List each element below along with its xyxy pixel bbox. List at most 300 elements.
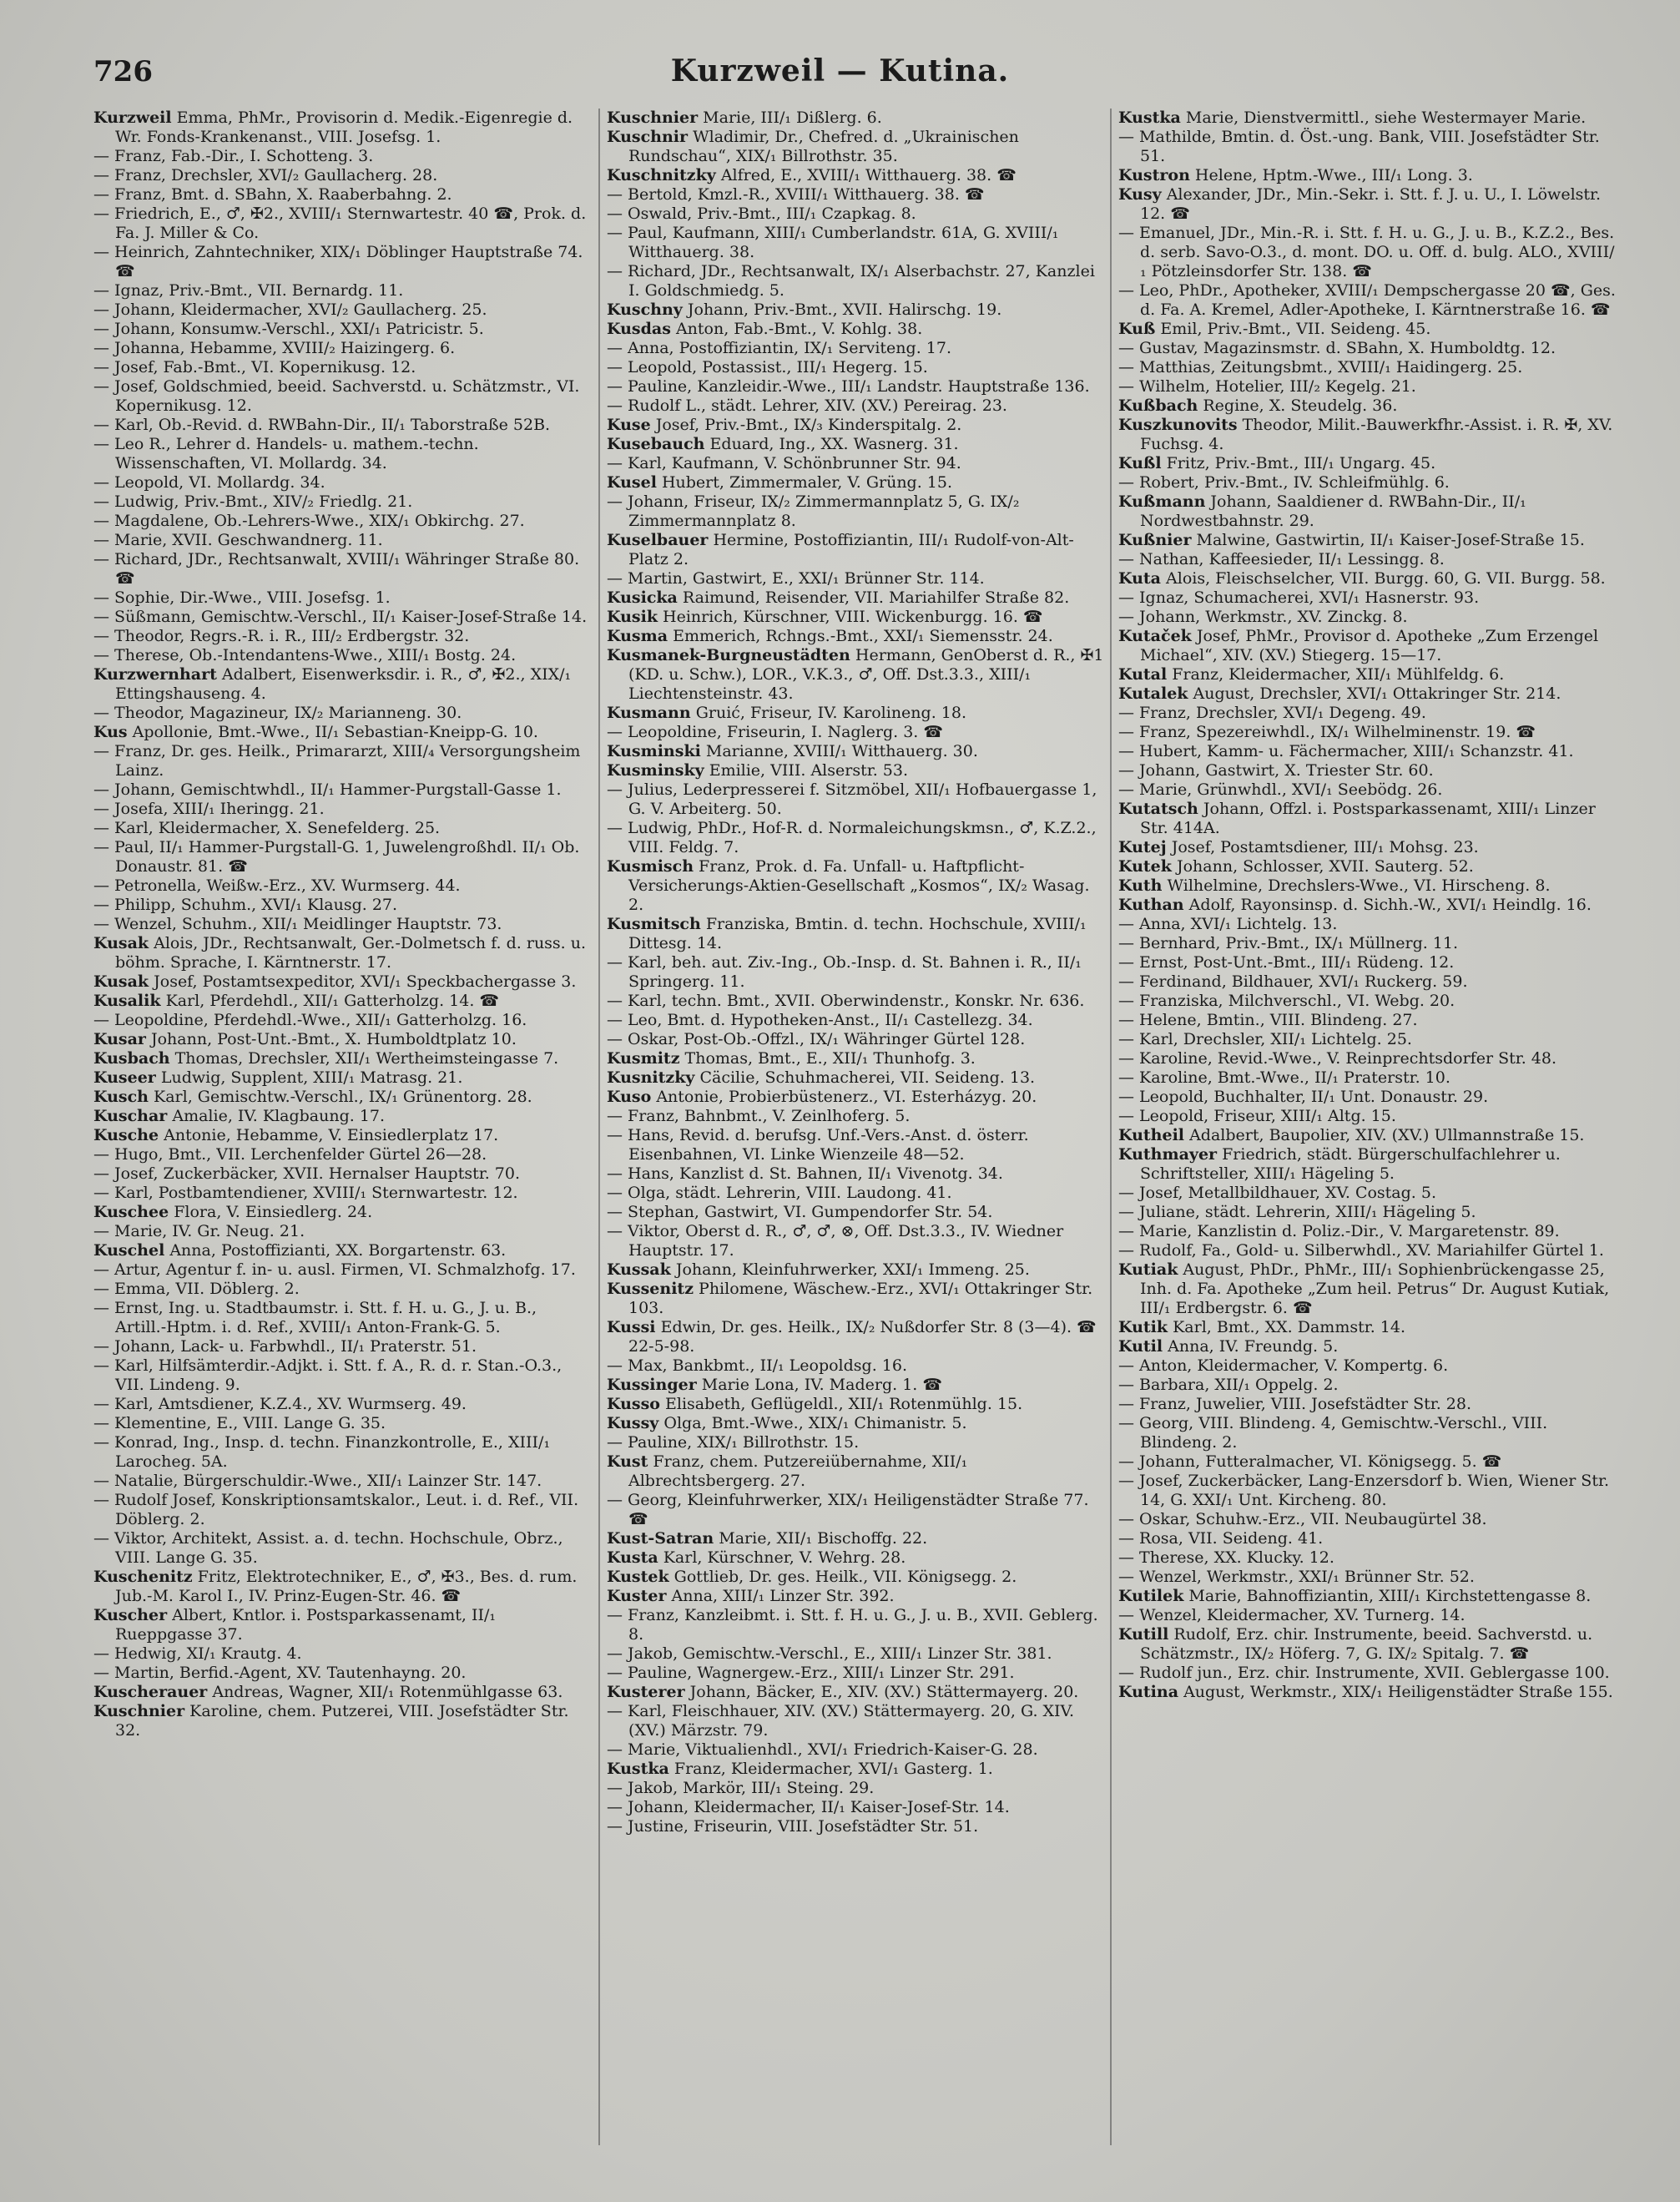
directory-entry [607,377,1104,396]
directory-entry [1118,857,1616,876]
entry-text: — Anna, XVI/₁ Lichtelg. 13. [1118,915,1338,933]
directory-entry [93,915,591,934]
entry-text: — Johann, Lack- u. Farbwhdl., II/₁ Praterstr. 51. [93,1337,477,1356]
directory-entry [607,320,1104,339]
directory-entry [93,1472,591,1491]
entry-text: — Johann, Konsumw.-Verschl., XXI/₁ Patricistr. 5. [93,320,484,338]
entry-text: Johann, Saaldiener d. RWBahn-Dir., II/₁ Nordwestbahnstr. 29. [1140,492,1526,530]
entry-surname: Kussinger [607,1376,697,1394]
entry-text: — Rudolf, Fa., Gold- u. Silberwhdl., XV. Mariahilfer Gürtel 1. [1118,1241,1604,1260]
entry-text: August, Werkmstr., XIX/₁ Heiligenstädter Straße 155. [1178,1683,1613,1701]
directory-entry [607,1222,1104,1260]
entry-text: — Richard, JDr., Rechtsanwalt, IX/₁ Alserbachstr. 27, Kanzlei I. Goldschmiedg. 5. [607,262,1095,300]
entry-text: Apollonie, Bmt.-Wwe., II/₁ Sebastian-Kneipp-G. 10. [127,723,538,741]
entry-text: — Johann, Futteralmacher, VI. Königsegg. 5. ☎ [1118,1452,1502,1471]
directory-entry [607,915,1104,953]
directory-entry [1118,1126,1616,1145]
entry-surname: Kusak [93,972,149,991]
entry-text: — Ignaz, Schumacherei, XVI/₁ Hasnerstr. 93. [1118,588,1480,607]
entry-text: — Justine, Friseurin, VIII. Josefstädter Str. 51. [607,1817,979,1836]
directory-entry [607,1664,1104,1683]
directory-entry [607,1587,1104,1606]
entry-text: Cäcilie, Schuhmacherei, VII. Seideng. 13. [694,1068,1036,1087]
directory-entry [607,742,1104,761]
entry-text: Adalbert, Baupolier, XIV. (XV.) Ullmannstraße 15. [1184,1126,1585,1144]
entry-surname: Kusak [93,934,149,952]
directory-entry [1118,1068,1616,1088]
entry-surname: Kusicka [607,588,678,607]
directory-entry [93,416,591,435]
directory-entry [93,1280,591,1299]
entry-text: Albert, Kntlor. i. Postsparkassenamt, II/₁ Rueppgasse 37. [115,1606,497,1644]
directory-entry [607,358,1104,377]
directory-entry [93,185,591,205]
entry-text: — Ludwig, Priv.-Bmt., XIV/₂ Friedlg. 21. [93,492,413,511]
entry-text: — Hans, Revid. d. berufsg. Unf.-Vers.-Anst. d. österr. Eisenbahnen, VI. Linke Wienzeile 48—52. [607,1126,1029,1164]
entry-text: — Karl, Kleidermacher, X. Senefelderg. 25. [93,819,441,837]
directory-entry [607,301,1104,320]
entry-text: Adalbert, Eisenwerksdir. i. R., ♂, ✠2., XIX/₁ Ettingshauseng. 4. [115,665,572,703]
entry-surname: Kussenitz [607,1280,694,1298]
entry-text: — Viktor, Oberst d. R., ♂, ♂, ⊗, Off. Dst.3.3., IV. Wiedner Hauptstr. 17. [607,1222,1064,1260]
entry-text: — Rudolf jun., Erz. chir. Instrumente, XVII. Geblergasse 100. [1118,1664,1610,1682]
entry-surname: Kuthmayer [1118,1145,1218,1164]
entry-surname: Kutal [1118,665,1168,684]
column-1 [93,109,591,2170]
directory-entry [607,1683,1104,1702]
directory-entry [93,301,591,320]
directory-entry [1118,972,1616,992]
directory-entry [93,339,591,358]
entry-text: — Karl, techn. Bmt., XVII. Oberwindenstr., Konskr. Nr. 636. [607,992,1085,1010]
directory-entry [1118,1337,1616,1356]
entry-text: Wladimir, Dr., Chefred. d. „Ukrainischen Rundschau“, XIX/₁ Billrothstr. 35. [628,128,1019,165]
entry-text: Emmerich, Rchngs.-Bmt., XXI/₁ Siemensstr. 24. [668,627,1053,645]
entry-text: — Johann, Gemischtwhdl., II/₁ Hammer-Purgstall-Gasse 1. [93,780,562,799]
entry-text: August, PhDr., PhMr., III/₁ Sophienbrückengasse 25, Inh. d. Fa. Apotheke „Zum heil. Petrus“ Dr. August Kutiak, III/₁ Erdbergstr. 6. ☎ [1140,1260,1610,1317]
entry-text: Johann, Kleinfuhrwerker, XXI/₁ Immeng. 25. [670,1260,1030,1279]
entry-surname: Kurzwernhart [93,665,217,684]
entry-text: — Emma, VII. Döblerg. 2. [93,1280,300,1298]
entry-text: Josef, Postamtsexpeditor, XVI/₁ Speckbachergasse 3. [149,972,577,991]
directory-entry [93,800,591,819]
entry-text: — Josef, Goldschmied, beeid. Sachverstd. u. Schätzmstr., VI. Kopernikusg. 12. [93,377,580,415]
entry-text: — Sophie, Dir.-Wwe., VIII. Josefsg. 1. [93,588,391,607]
entry-text: Flora, V. Einsiedlerg. 24. [169,1203,373,1221]
entry-text: Gruić, Friseur, IV. Karolineng. 18. [690,704,966,722]
directory-entry [93,1068,591,1088]
entry-text: — Nathan, Kaffeesieder, II/₁ Lessingg. 8. [1118,550,1445,568]
entry-surname: Kußnier [1118,531,1192,549]
directory-entry [607,1529,1104,1548]
directory-entry [93,838,591,876]
directory-entry [93,876,591,896]
directory-entry [1118,1510,1616,1529]
entry-text: Olga, Bmt.-Wwe., XIX/₁ Chimanistr. 5. [658,1414,967,1432]
directory-entry [1118,377,1616,396]
entry-text: — Klementine, E., VIII. Lange G. 35. [93,1414,386,1432]
entry-surname: Kuta [1118,569,1161,588]
directory-entry [1118,761,1616,780]
entry-text: Philomene, Wäschew.-Erz., XVI/₁ Ottakringer Str. 103. [628,1280,1093,1317]
directory-entry [607,569,1104,588]
entry-text: — Oswald, Priv.-Bmt., III/₁ Czapkag. 8. [607,205,916,223]
entry-text: Edwin, Dr. ges. Heilk., IX/₂ Nußdorfer Str. 8 (3—4). ☎ 22-5-98. [628,1318,1097,1356]
entry-text: — Leopold, VI. Mollardg. 34. [93,473,325,492]
directory-entry [93,1664,591,1683]
directory-entry [93,1414,591,1433]
entry-text: Marie, XII/₁ Bischoffg. 22. [714,1529,928,1548]
entry-text: — Franz, Spezereiwhdl., IX/₁ Wilhelminenstr. 19. ☎ [1118,723,1536,741]
entry-surname: Kuscherauer [93,1683,208,1701]
directory-entry [1118,627,1616,665]
directory-entry [607,627,1104,646]
directory-entry [1118,569,1616,588]
entry-text: — Wenzel, Werkmstr., XXI/₁ Brünner Str. 52. [1118,1568,1475,1586]
entry-surname: Kusta [607,1548,658,1567]
directory-entry [1118,492,1616,531]
entry-surname: Kusma [607,627,668,645]
entry-text: Marianne, XVIII/₁ Witthauerg. 30. [700,742,978,760]
entry-text: — Marie, Kanzlistin d. Poliz.-Dir., V. Margaretenstr. 89. [1118,1222,1560,1240]
entry-surname: Kusmitz [607,1049,680,1068]
directory-entry [607,857,1104,915]
directory-entry [607,1644,1104,1664]
directory-entry [1118,1568,1616,1587]
directory-entry [1118,416,1616,454]
directory-entry [1118,320,1616,339]
entry-surname: Kusminsky [607,761,704,780]
directory-entry [607,1568,1104,1587]
directory-entry [1118,1548,1616,1568]
entry-text: — Hugo, Bmt., VII. Lerchenfelder Gürtel 26—28. [93,1145,487,1164]
directory-entry [93,780,591,800]
directory-entry [93,1164,591,1184]
directory-entry [607,166,1104,185]
entry-text: Alois, Fleischselcher, VII. Burgg. 60, G. VII. Burgg. 58. [1161,569,1606,588]
entry-text: — Friedrich, E., ♂, ✠2., XVIII/₁ Sternwartestr. 40 ☎, Prok. d. Fa. J. Miller & Co. [93,205,587,242]
entry-surname: Kuschnier [93,1702,185,1720]
entry-text: — Franz, Bahnbmt., V. Zeinlhoferg. 5. [607,1107,911,1125]
entry-text: Rudolf, Erz. chir. Instrumente, beeid. Sachverstd. u. Schätzmstr., IX/₂ Höferg. 7, G. IX/₂ Spitalg. 7. ☎ [1140,1625,1593,1663]
directory-entry [93,1683,591,1702]
entry-text: — Karl, Kaufmann, V. Schönbrunner Str. 94. [607,454,961,472]
entry-text: — Oskar, Post-Ob.-Offzl., IX/₁ Währinger Gürtel 128. [607,1030,1026,1048]
entry-text: — Johann, Kleidermacher, XVI/₂ Gaullacherg. 25. [93,301,487,319]
entry-text: Johann, Post-Unt.-Bmt., X. Humboldtplatz 10. [145,1030,517,1048]
entry-surname: Kußmann [1118,492,1206,511]
entry-text: — Johann, Gastwirt, X. Triester Str. 60. [1118,761,1434,780]
entry-text: — Johanna, Hebamme, XVIII/₂ Haizingerg. 6. [93,339,456,357]
entry-text: Antonie, Probierbüstenerz., VI. Esterházyg. 20. [651,1088,1037,1106]
entry-text: — Georg, VIII. Blindeng. 4, Gemischtw.-Verschl., VIII. Blindeng. 2. [1118,1414,1548,1452]
entry-surname: Kuselbauer [607,531,709,549]
directory-entry [1118,1222,1616,1241]
entry-text: Raimund, Reisender, VII. Mariahilfer Straße 82. [677,588,1070,607]
entry-text: — Josef, Zuckerbäcker, Lang-Enzersdorf b. Wien, Wiener Str. 14, G. XXI/₁ Unt. Kircheng. 80. [1118,1472,1609,1509]
entry-surname: Kuschenitz [93,1568,193,1586]
entry-text: — Franz, Dr. ges. Heilk., Primararzt, XIII/₄ Versorgungsheim Lainz. [93,742,581,780]
directory-entry [93,1260,591,1280]
entry-text: Thomas, Bmt., E., XII/₁ Thunhofg. 3. [679,1049,976,1068]
directory-entry [1118,1184,1616,1203]
directory-entry [607,819,1104,857]
entry-text: Heinrich, Kürschner, VIII. Wickenburgg. 16. ☎ [658,608,1043,626]
entry-surname: Kutiak [1118,1260,1178,1279]
entry-text: — Bertold, Kmzl.-R., XVIII/₁ Witthauerg. 38. ☎ [607,185,985,204]
entry-text: — Marie, Grünwhdl., XVI/₁ Seebödg. 26. [1118,780,1443,799]
entry-text: Anton, Fab.-Bmt., V. Kohlg. 38. [670,320,923,338]
directory-entry [607,1740,1104,1760]
entry-text: — Stephan, Gastwirt, VI. Gumpendorfer Str. 54. [607,1203,993,1221]
directory-entry [93,704,591,723]
directory-entry [607,109,1104,128]
directory-entry [607,588,1104,608]
directory-entry [1118,358,1616,377]
directory-entry [1118,1395,1616,1414]
directory-entry [93,819,591,838]
entry-surname: Kutaček [1118,627,1192,645]
directory-entry [93,934,591,972]
directory-entry [1118,915,1616,934]
entry-surname: Kuth [1118,876,1163,895]
entry-text: Franz, Kleidermacher, XVI/₁ Gasterg. 1. [668,1760,993,1778]
entry-text: — Matthias, Zeitungsbmt., XVIII/₁ Haidingerg. 25. [1118,358,1523,376]
entry-text: Gottlieb, Dr. ges. Heilk., VII. Königsegg. 2. [668,1568,1017,1586]
entry-text: — Karl, Fleischhauer, XIV. (XV.) Stättermayerg. 20, G. XIV. (XV.) Märzstr. 79. [607,1702,1074,1740]
entry-text: — Artur, Agentur f. in- u. ausl. Firmen, VI. Schmalzhofg. 17. [93,1260,576,1279]
entry-surname: Kusar [93,1030,146,1048]
entry-text: — Natalie, Bürgerschuldir.-Wwe., XII/₁ Lainzer Str. 147. [93,1472,542,1490]
directory-entry [607,435,1104,454]
column-2 [607,109,1104,2170]
entry-text: Friedrich, städt. Bürgerschulfachlehrer u. Schriftsteller, XIII/₁ Hägeling 5. [1140,1145,1561,1183]
directory-entry [607,396,1104,416]
entry-surname: Kußl [1118,454,1162,472]
entry-text: — Anna, Postoffiziantin, IX/₁ Serviteng. 17. [607,339,951,357]
entry-text: Johann, Priv.-Bmt., XVII. Halirschg. 19. [682,301,1002,319]
entry-surname: Kusmitsch [607,915,701,933]
entry-text: — Franz, Drechsler, XVI/₁ Degeng. 49. [1118,704,1426,722]
directory-entry [1118,665,1616,684]
entry-text: Emma, PhMr., Provisorin d. Medik.-Eigenregie d. Wr. Fonds-Krankenanst., VIII. Josefsg. 1. [115,109,573,146]
entry-text: Johann, Bäcker, E., XIV. (XV.) Stättermayerg. 20. [684,1683,1079,1701]
directory-entry [93,435,591,473]
entry-text: August, Drechsler, XVI/₁ Ottakringer Str. 214. [1188,684,1561,703]
entry-text: Alfred, E., XVIII/₁ Witthauerg. 38. ☎ [715,166,1017,184]
entry-text: Marie, Dienstvermittl., siehe Westermayer Marie. [1180,109,1587,127]
entry-surname: Kustka [607,1760,669,1778]
entry-surname: Kutek [1118,857,1172,876]
entry-surname: Kutina [1118,1683,1179,1701]
entry-text: — Pauline, Kanzleidir.-Wwe., III/₁ Landstr. Hauptstraße 136. [607,377,1090,396]
directory-entry [1118,953,1616,972]
entry-text: — Leo R., Lehrer d. Handels- u. mathem.-techn. Wissenschaften, VI. Mollardg. 34. [93,435,479,472]
entry-surname: Kusbach [93,1049,170,1068]
directory-entry [607,1164,1104,1184]
entry-text: — Karoline, Revid.-Wwe., V. Reinprechtsdorfer Str. 48. [1118,1049,1557,1068]
entry-surname: Kuster [607,1587,667,1605]
entry-text: — Johann, Friseur, IX/₂ Zimmermannplatz 5, G. IX/₂ Zimmermannplatz 8. [607,492,1020,530]
directory-entry [607,339,1104,358]
entry-text: — Georg, Kleinfuhrwerker, XIX/₁ Heiligenstädter Straße 77. ☎ [607,1491,1089,1528]
entry-text: — Olga, städt. Lehrerin, VIII. Laudong. 41. [607,1184,952,1202]
entry-text: Marie, Bahnoffiziantin, XIII/₁ Kirchstettengasse 8. [1183,1587,1592,1605]
directory-entry [1118,588,1616,608]
entry-surname: Kuschnitzky [607,166,716,184]
entry-surname: Kusnitzky [607,1068,695,1087]
entry-surname: Kust [607,1452,648,1471]
entry-text: Helene, Hptm.-Wwe., III/₁ Long. 3. [1189,166,1473,184]
directory-entry [607,1184,1104,1203]
entry-text: — Rudolf Josef, Konskriptionsamtskalor., Leut. i. d. Ref., VII. Döblerg. 2. [93,1491,579,1528]
directory-entry [1118,1529,1616,1548]
entry-text: — Josef, Zuckerbäcker, XVII. Hernalser Hauptstr. 70. [93,1164,521,1183]
directory-entry [1118,281,1616,320]
directory-entry [93,588,591,608]
directory-entry [607,1433,1104,1452]
directory-entry [93,281,591,301]
directory-entry [93,1184,591,1203]
entry-surname: Kutalek [1118,684,1188,703]
directory-entry [607,1260,1104,1280]
entry-surname: Kusdas [607,320,671,338]
entry-surname: Kust-Satran [607,1529,714,1548]
directory-entry [1118,1145,1616,1184]
entry-text: — Heinrich, Zahntechniker, XIX/₁ Döblinger Hauptstraße 74. ☎ [93,243,583,280]
directory-entry [93,1529,591,1568]
directory-entry [93,358,591,377]
directory-entry [607,473,1104,492]
directory-entry [607,1376,1104,1395]
directory-entry [1118,1011,1616,1030]
directory-entry [1118,704,1616,723]
directory-entry [93,147,591,166]
directory-entry [93,1606,591,1644]
entry-text: — Karl, Drechsler, XII/₁ Lichtelg. 25. [1118,1030,1412,1048]
entry-text: — Karoline, Bmt.-Wwe., II/₁ Praterstr. 10. [1118,1068,1450,1087]
directory-entry [1118,1356,1616,1376]
directory-entry [1118,934,1616,953]
directory-entry [93,531,591,550]
entry-text: — Ludwig, PhDr., Hof-R. d. Normaleichungskmsn., ♂, K.Z.2., VIII. Feldg. 7. [607,819,1097,856]
directory-entry [607,761,1104,780]
entry-surname: Kustka [1118,109,1181,127]
entry-surname: Kussy [607,1414,659,1432]
directory-entry [607,416,1104,435]
directory-entry [93,512,591,531]
entry-text: Josef, Priv.-Bmt., IX/₃ Kinderspitalg. 2. [650,416,962,434]
directory-entry [607,1760,1104,1779]
directory-entry [93,608,591,627]
entry-text: Franz, Prok. d. Fa. Unfall- u. Haftpflicht-Versicherungs-Aktien-Gesellschaft „Kosmos“, IX/₂ Wasag. 2. [628,857,1090,914]
directory-entry [1118,1030,1616,1049]
directory-entry [1118,1376,1616,1395]
entry-text: — Johann, Werkmstr., XV. Zinckg. 8. [1118,608,1408,626]
entry-text: Anna, XIII/₁ Linzer Str. 392. [666,1587,895,1605]
directory-entry [607,1702,1104,1740]
entry-text: — Franziska, Milchverschl., VI. Webg. 20. [1118,992,1455,1010]
entry-text: Regine, X. Steudelg. 36. [1198,396,1398,415]
directory-entry [607,1395,1104,1414]
entry-text: — Josefa, XIII/₁ Iheringg. 21. [93,800,325,818]
entry-text: — Max, Bankbmt., II/₁ Leopoldsg. 16. [607,1356,908,1375]
entry-text: — Leopoldine, Pferdehdl.-Wwe., XII/₁ Gatterholzg. 16. [93,1011,527,1029]
directory-entry [93,205,591,243]
entry-text: — Ignaz, Priv.-Bmt., VII. Bernardg. 11. [93,281,404,300]
entry-text: Johann, Offzl. i. Postsparkassenamt, XIII/₁ Linzer Str. 414A. [1140,800,1596,837]
directory-entry [1118,1414,1616,1452]
entry-surname: Kuthan [1118,896,1184,914]
directory-entry [607,1356,1104,1376]
entry-surname: Kurzweil [93,109,172,127]
column-3 [1118,109,1616,2170]
entry-text: — Petronella, Weißw.-Erz., XV. Wurmserg. 44. [93,876,461,895]
entry-text: — Ferdinand, Bildhauer, XVI/₁ Ruckerg. 59. [1118,972,1468,991]
entry-text: Theodor, Milit.-Bauwerkfhr.-Assist. i. R. ✠, XV. Fuchsg. 4. [1140,416,1613,453]
entry-text: — Therese, XX. Klucky. 12. [1118,1548,1334,1567]
entry-text: — Franz, Drechsler, XVI/₂ Gaullacherg. 28. [93,166,438,184]
entry-surname: Kusterer [607,1683,685,1701]
entry-text: Emil, Priv.-Bmt., VII. Seideng. 45. [1155,320,1431,338]
entry-text: Marie, III/₁ Dißlerg. 6. [698,109,882,127]
entry-surname: Kusy [1118,185,1162,204]
directory-entry [607,1203,1104,1222]
entry-surname: Kutatsch [1118,800,1198,818]
entry-surname: Kuschnir [607,128,689,146]
entry-text: — Leo, PhDr., Apotheker, XVIII/₁ Dempschergasse 20 ☎, Ges. d. Fa. A. Kremel, Adler-Apotheke, I. Kärntnerstraße 16. ☎ [1118,281,1616,319]
entry-text: Karoline, chem. Putzerei, VIII. Josefstädter Str. 32. [115,1702,569,1740]
entry-text: — Pauline, XIX/₁ Billrothstr. 15. [607,1433,860,1452]
entry-surname: Kusche [93,1126,159,1144]
entry-text: Karl, Kürschner, V. Wehrg. 28. [658,1548,906,1567]
entry-surname: Kuscher [93,1606,168,1624]
entry-text: — Konrad, Ing., Insp. d. techn. Finanzkontrolle, E., XIII/₁ Larocheg. 5A. [93,1433,551,1471]
directory-entry [1118,1606,1616,1625]
directory-entry [1118,1318,1616,1337]
directory-entry [93,1222,591,1241]
directory-entry [607,1798,1104,1817]
entry-text: Hubert, Zimmermaler, V. Grüng. 15. [656,473,953,492]
directory-entry [1118,876,1616,896]
entry-text: — Marie, Viktualienhdl., XVI/₁ Friedrich-Kaiser-G. 28. [607,1740,1038,1759]
entry-text: — Pauline, Wagnergew.-Erz., XIII/₁ Linzer Str. 291. [607,1664,1015,1682]
directory-entry [607,1452,1104,1491]
entry-text: Adolf, Rayonsinsp. d. Sichh.-W., XVI/₁ Heindlg. 16. [1183,896,1592,914]
entry-text: Franz, chem. Putzereiübernahme, XII/₁ Albrechtsbergerg. 27. [628,1452,968,1490]
directory-entry [1118,1587,1616,1606]
directory-entry [1118,531,1616,550]
entry-text: Malwine, Gastwirtin, II/₁ Kaiser-Josef-Straße 15. [1191,531,1585,549]
directory-entry [93,1644,591,1664]
entry-text: Emilie, VIII. Alserstr. 53. [704,761,909,780]
directory-entry [93,320,591,339]
entry-text: — Jakob, Gemischtw.-Verschl., E., XIII/₁ Linzer Str. 381. [607,1644,1052,1663]
entry-text: — Mathilde, Bmtin. d. Öst.-ung. Bank, VIII. Josefstädter Str. 51. [1118,128,1600,165]
directory-entry [607,1491,1104,1529]
entry-text: — Julius, Lederpresserei f. Sitzmöbel, XII/₁ Hofbauergasse 1, G. V. Arbeiterg. 50. [607,780,1097,818]
directory-entry [607,492,1104,531]
directory-entry [93,1568,591,1606]
entry-text: — Karl, Postbamtendiener, XVIII/₁ Sternwartestr. 12. [93,1184,518,1202]
entry-text: Antonie, Hebamme, V. Einsiedlerplatz 17. [159,1126,499,1144]
entry-surname: Kutik [1118,1318,1168,1336]
entry-text: — Robert, Priv.-Bmt., IV. Schleifmühlg. 6. [1118,473,1450,492]
entry-text: — Juliane, städt. Lehrerin, XIII/₁ Hägeling 5. [1118,1203,1476,1221]
directory-entry [1118,992,1616,1011]
entry-text: — Marie, IV. Gr. Neug. 21. [93,1222,305,1240]
entry-text: Franz, Kleidermacher, XII/₁ Mühlfeldg. 6. [1167,665,1505,684]
